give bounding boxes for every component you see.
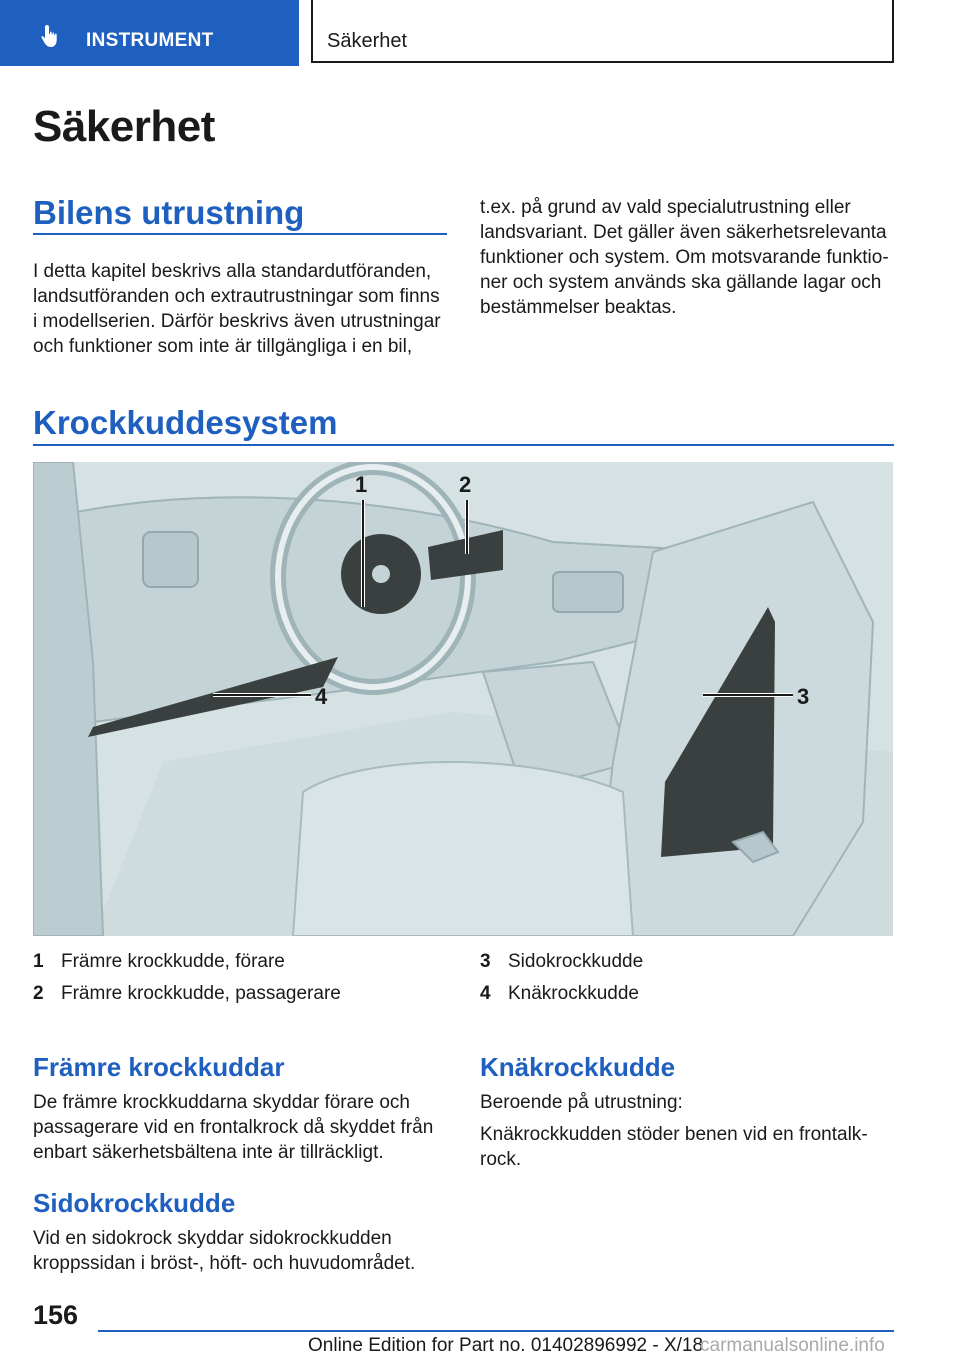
legend-number: 3 bbox=[480, 951, 491, 972]
section-heading-bilens-utrustning: Bilens utrustning bbox=[33, 194, 305, 231]
figure-legend-left bbox=[33, 946, 447, 1010]
legend-item bbox=[33, 946, 447, 978]
callout-1: 1 bbox=[355, 472, 368, 497]
section-header-label: Säkerhet bbox=[327, 30, 408, 52]
legend-number: 2 bbox=[33, 983, 44, 1004]
car-interior-illustration bbox=[33, 462, 893, 936]
legend-number: 1 bbox=[33, 951, 44, 972]
heading-framre-krockkuddar: Främre krockkuddar bbox=[33, 1052, 285, 1082]
section-header bbox=[311, 0, 894, 63]
callout-4: 4 bbox=[315, 684, 328, 709]
legend-text: Främre krockkudde, passagerare bbox=[61, 983, 341, 1004]
heading-sidokrockkudde: Sidokrockkudde bbox=[33, 1188, 236, 1218]
legend-text: Knäkrockkudde bbox=[508, 983, 639, 1004]
legend-item bbox=[480, 946, 894, 978]
intro-paragraph-left: I detta kapitel beskrivs alla standardutföranden, landsutföranden och extrautrustningar som finns i modellserien. Därför beskrivs även utrustningar och funktioner som inte är tillgängliga i en bil, bbox=[33, 261, 441, 357]
paragraph-sidokrockkudde: Vid en sidokrock skyddar sidokrockkudden kroppssidan i bröst-, höft- och huvudområdet. bbox=[33, 1228, 416, 1274]
paragraph-knakrockkudde: Knäkrockkudden stöder benen vid en frontalkrock. bbox=[480, 1124, 868, 1170]
legend-text: Sidokrockkudde bbox=[508, 951, 644, 972]
page-title: Säkerhet bbox=[33, 102, 215, 151]
footer-edition: Online Edition for Part no. 01402896992 - X/18 bbox=[308, 1335, 704, 1356]
section-heading-rule bbox=[33, 444, 894, 446]
legend-item bbox=[480, 978, 894, 1010]
watermark: carmanualsonline.info bbox=[700, 1335, 885, 1356]
intro-paragraph-right: t.ex. på grund av vald specialutrustning eller landsvariant. Det gäller även säkerhetsrelevanta funktioner och system. Om motsvarande funktioner och system används ska gällande lagar och bestämmelser beaktas. bbox=[480, 197, 889, 318]
legend-text: Främre krockkudde, förare bbox=[61, 951, 285, 972]
legend-number: 4 bbox=[480, 983, 491, 1004]
page-number: 156 bbox=[33, 1300, 79, 1330]
pointing-hand-icon bbox=[40, 24, 62, 48]
heading-knakrockkudde: Knäkrockkudde bbox=[480, 1052, 676, 1082]
section-heading-rule bbox=[33, 233, 447, 235]
chapter-tab[interactable] bbox=[0, 0, 299, 66]
chapter-tab-label: INSTRUMENT bbox=[86, 30, 214, 51]
callout-2: 2 bbox=[459, 472, 472, 497]
figure-legend-right bbox=[480, 946, 894, 1010]
paragraph-knakrockkudde-equipment: Beroende på utrustning: bbox=[480, 1092, 683, 1113]
legend-item bbox=[33, 978, 447, 1010]
paragraph-framre-krockkuddar: De främre krockkuddarna skyddar förare och passagerare vid en frontalkrock då skyddet från enbart säkerhetsbältena inte är tillräckligt. bbox=[33, 1092, 434, 1163]
footer-rule bbox=[98, 1330, 894, 1332]
section-heading-krockkuddesystem: Krockkuddesystem bbox=[33, 404, 338, 441]
callout-3: 3 bbox=[797, 684, 810, 709]
airbag-diagram bbox=[33, 462, 893, 936]
